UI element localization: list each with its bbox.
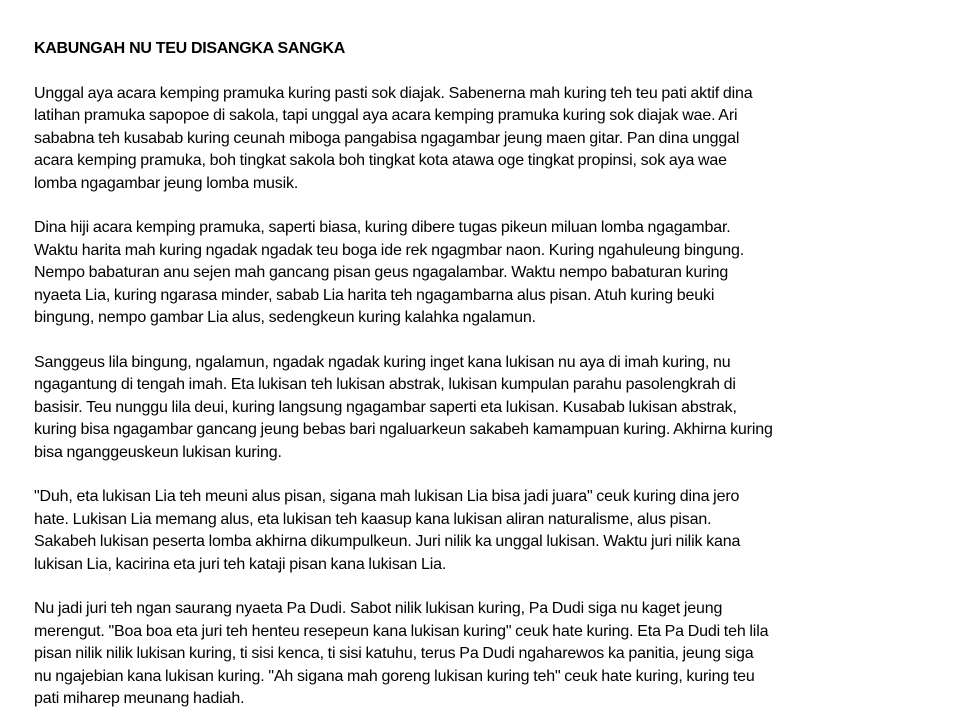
paragraph-3 (34, 352, 930, 465)
paragraph-line: pisan nilik nilik lukisan kuring, ti sisi kenca, ti sisi katuhu, terus Pa Dudi ngaharewos ka panitia, jeung siga (34, 645, 754, 662)
paragraph-line: Nu jadi juri teh ngan saurang nyaeta Pa Dudi. Sabot nilik lukisan kuring, Pa Dudi siga nu kaget jeung (34, 600, 723, 617)
paragraph-line: hate. Lukisan Lia memang alus, eta lukisan teh kaasup kana lukisan aliran naturalisme, alus pisan. (34, 510, 712, 528)
paragraph-2 (34, 217, 930, 330)
paragraph-line: Sanggeus lila bingung, ngalamun, ngadak ngadak kuring inget kana lukisan nu aya di imah kuring, nu (34, 353, 731, 371)
paragraph-line: Nempo babaturan anu sejen mah gancang pisan geus ngagalambar. Waktu nempo babaturan kuring (34, 264, 729, 281)
paragraph-line: bingung, nempo gambar Lia alus, sedengkeun kuring kalahka ngalamun. (34, 309, 536, 326)
paragraph-line: Waktu harita mah kuring ngadak ngadak teu boga ide rek ngagmbar naon. Kuring ngahuleung bingung. (34, 241, 745, 259)
document-title: KABUNGAH NU TEU DISANGKA SANGKA (34, 40, 345, 57)
paragraph-line: Unggal aya acara kemping pramuka kuring pasti sok diajak. Sabenerna mah kuring teh teu pati aktif dina (34, 84, 753, 102)
paragraph-4 (34, 486, 930, 576)
paragraph-line: nu ngajebian kana lukisan kuring. "Ah sigana mah goreng lukisan kuring teh" ceuk hate kuring, kuring teu (34, 667, 755, 685)
paragraph-line: merengut. "Boa boa eta juri teh henteu resepeun kana lukisan kuring" ceuk hate kuring. Eta Pa Dudi teh lila (34, 622, 769, 640)
paragraph-line: Sakabeh lukisan peserta lomba akhirna dikumpulkeun. Juri nilik ka unggal lukisan. Waktu juri nilik kana (34, 533, 741, 550)
paragraph-line: "Duh, eta lukisan Lia teh meuni alus pisan, sigana mah lukisan Lia bisa jadi juara" ceuk kuring dina jero (34, 488, 740, 505)
paragraph-line: basisir. Teu nunggu lila deui, kuring langsung ngagambar saperti eta lukisan. Kusabab lukisan abstrak, (34, 398, 737, 416)
paragraph-line: lukisan Lia, kacirina eta juri teh kataji pisan kana lukisan Lia. (34, 555, 447, 573)
paragraph-line: ngagantung di tengah imah. Eta lukisan teh lukisan abstrak, lukisan kumpulan parahu pasolengkrah di (34, 376, 736, 393)
paragraph-line: Dina hiji acara kemping pramuka, saperti biasa, kuring dibere tugas pikeun miluan lomba ngagambar. (34, 219, 731, 236)
paragraph-5 (34, 598, 930, 711)
paragraph-line: lomba ngagambar jeung lomba musik. (34, 174, 299, 192)
paragraph-line: latihan pramuka sapopoe di sakola, tapi unggal aya acara kemping pramuka kuring sok diajak wae. Ari (34, 107, 738, 124)
paragraph-line: acara kemping pramuka, boh tingkat sakola boh tingkat kota atawa oge tingkat propinsi, sok aya wae (34, 152, 727, 169)
paragraph-line: kuring bisa ngagambar gancang jeung bebas bari ngaluarkeun sakabeh kamampuan kuring. Akhirna kuring (34, 421, 773, 438)
paragraph-1 (34, 83, 930, 196)
paragraph-line: sababna teh kusabab kuring ceunah miboga pangabisa ngagambar jeung maen gitar. Pan dina unggal (34, 129, 740, 147)
paragraph-line: bisa nganggeuskeun lukisan kuring. (34, 443, 282, 461)
paragraph-line: nyaeta Lia, kuring ngarasa minder, sabab Lia harita teh ngagambarna alus pisan. Atuh kuring beuki (34, 286, 715, 304)
paragraph-line: pati miharep meunang hadiah. (34, 690, 245, 707)
